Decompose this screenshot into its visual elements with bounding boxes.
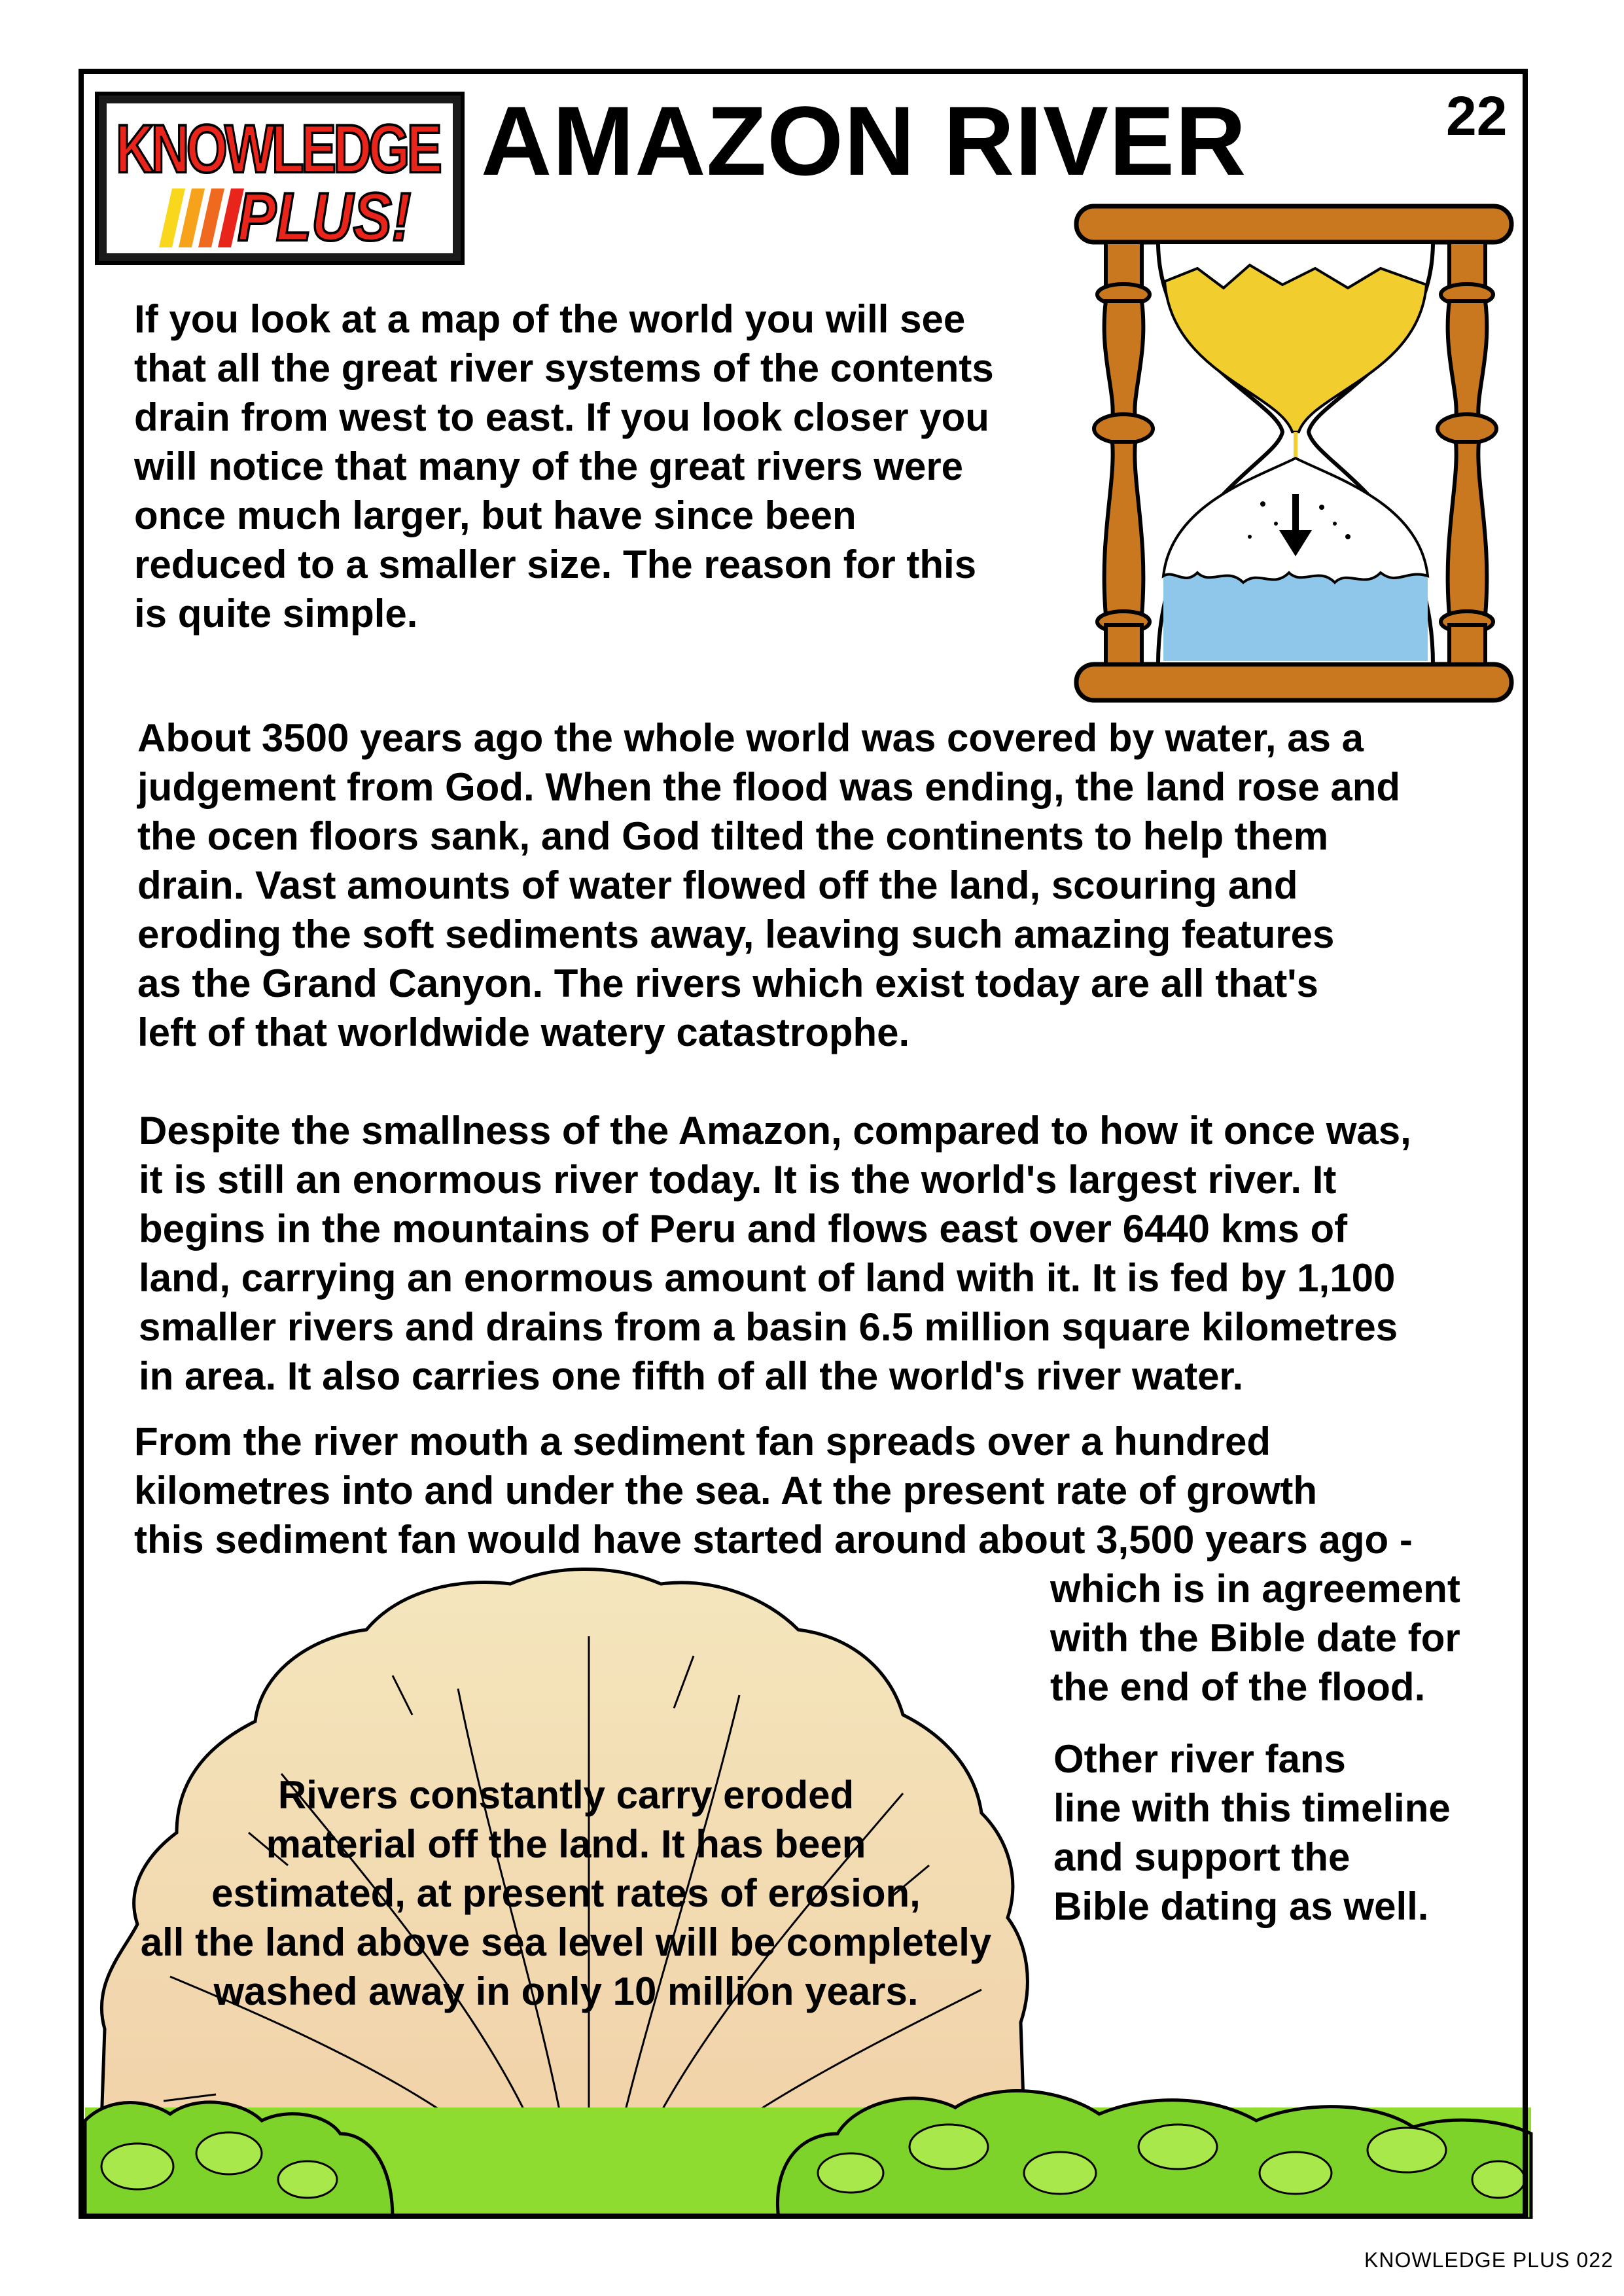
paragraph-sediment-fan: From the river mouth a sediment fan spreads over a hundred kilometres into and under the sea. At the present rate of growth this sediment fan would have started around about 3,500 years ago -: [134, 1420, 1413, 1562]
paragraph-intro: If you look at a map of the world you will see that all the great river systems of the contents drain from west to east. If you look closer you will notice that many of the great rivers were once much larger, but have since been reduced to a smaller size. The reason for this is quite simple.: [134, 297, 994, 636]
knowledge-plus-logo: [95, 92, 465, 265]
page-title: AMAZON RIVER: [481, 86, 1247, 196]
paragraph-amazon: Despite the smallness of the Amazon, compared to how it once was, it is still an enormous river today. It is the world's largest river. It begins in the mountains of Peru and flows east over 6440 kms of land, carrying an enormous amount of land with it. It is fed by 1,100 smaller rivers and drains from a basin 6.5 million square kilometres in area. It also carries one fifth of all the world's river water.: [139, 1109, 1411, 1398]
logo-inner: [107, 103, 453, 253]
sediment-fan-caption: Rivers constantly carry eroded material off the land. It has been estimated, at present rates of erosion, all the land above sea level will be completely washed away in only 10 million years.: [140, 1773, 992, 2013]
page-number: 22: [1446, 85, 1508, 147]
paragraph-sediment-fan-cont: which is in agreement with the Bible date for the end of the flood.: [1050, 1567, 1460, 1709]
paragraph-other-fans: Other river fans line with this timeline and support the Bible dating as well.: [1053, 1737, 1451, 1928]
hourglass-icon: [1067, 196, 1525, 713]
logo-line1: KNOWLEDGE: [116, 111, 440, 187]
paragraph-flood: About 3500 years ago the whole world was covered by water, as a judgement from God. When the flood was ending, the land rose and the ocen floors sank, and God tilted the continents to help them drain. Vast amounts of water flowed off the land, scouring and eroding the soft sediments away, leaving such amazing features as the Grand Canyon. The rivers which exist today are all that's left of that worldwide watery catastrophe.: [137, 716, 1401, 1054]
logo-line2: PLUS!: [238, 179, 412, 255]
page-footer: KNOWLEDGE PLUS 022: [1364, 2248, 1614, 2272]
logo-stripes-icon: [152, 188, 251, 247]
